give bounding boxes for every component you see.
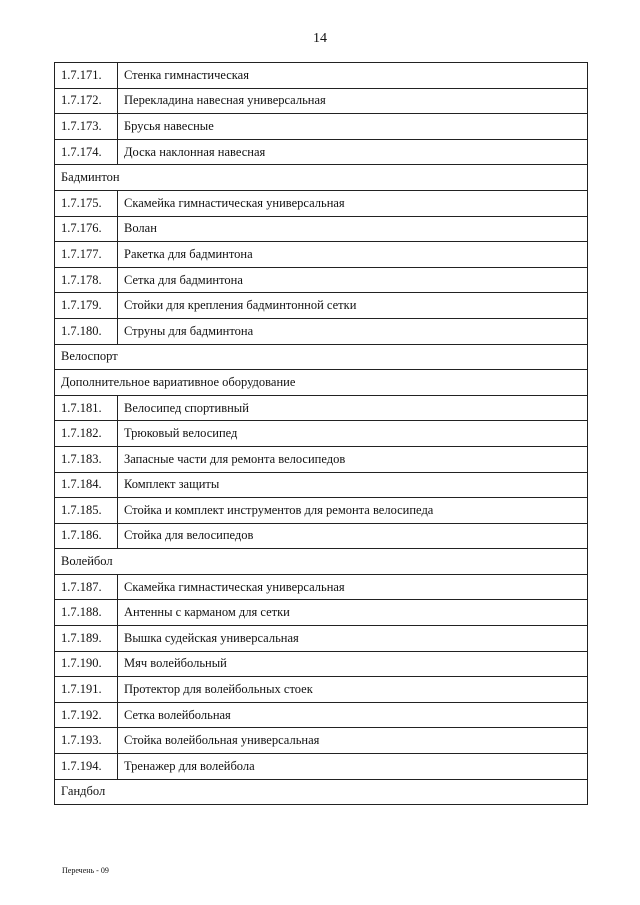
item-name: Комплект защиты	[118, 472, 588, 498]
item-name: Протектор для волейбольных стоек	[118, 677, 588, 703]
item-name: Доска наклонная навесная	[118, 139, 588, 165]
section-title: Дополнительное вариативное оборудование	[55, 370, 588, 396]
item-name: Волан	[118, 216, 588, 242]
item-name: Стойка для велосипедов	[118, 523, 588, 549]
item-number: 1.7.173.	[55, 114, 118, 140]
table-row	[55, 651, 588, 677]
item-name: Тренажер для волейбола	[118, 754, 588, 780]
table-row	[55, 318, 588, 344]
table-row	[55, 139, 588, 165]
table-row	[55, 267, 588, 293]
item-number: 1.7.177.	[55, 242, 118, 268]
item-number: 1.7.187.	[55, 574, 118, 600]
footer-note: Перечень - 09	[62, 866, 109, 875]
item-name: Стойка и комплект инструментов для ремонта велосипеда	[118, 498, 588, 524]
table-row	[55, 728, 588, 754]
item-number: 1.7.175.	[55, 190, 118, 216]
table-row	[55, 574, 588, 600]
item-name: Стойки для крепления бадминтонной сетки	[118, 293, 588, 319]
item-number: 1.7.171.	[55, 63, 118, 89]
item-name: Стенка гимнастическая	[118, 63, 588, 89]
item-number: 1.7.185.	[55, 498, 118, 524]
item-name: Трюковый велосипед	[118, 421, 588, 447]
table-row	[55, 677, 588, 703]
item-name: Брусья навесные	[118, 114, 588, 140]
item-number: 1.7.188.	[55, 600, 118, 626]
item-name: Антенны с карманом для сетки	[118, 600, 588, 626]
item-number: 1.7.172.	[55, 88, 118, 114]
page-number: 14	[313, 31, 327, 46]
item-number: 1.7.179.	[55, 293, 118, 319]
table-row	[55, 216, 588, 242]
table-row	[55, 114, 588, 140]
item-number: 1.7.192.	[55, 702, 118, 728]
table-row	[55, 293, 588, 319]
item-name: Скамейка гимнастическая универсальная	[118, 574, 588, 600]
table-row	[55, 190, 588, 216]
item-number: 1.7.182.	[55, 421, 118, 447]
table-row	[55, 523, 588, 549]
item-name: Перекладина навесная универсальная	[118, 88, 588, 114]
item-name: Сетка волейбольная	[118, 702, 588, 728]
section-header-row	[55, 549, 588, 575]
item-number: 1.7.194.	[55, 754, 118, 780]
table-row	[55, 421, 588, 447]
table-row	[55, 498, 588, 524]
table-row	[55, 472, 588, 498]
section-header-row	[55, 165, 588, 191]
table-row	[55, 63, 588, 89]
section-title: Гандбол	[55, 779, 588, 805]
table-row	[55, 600, 588, 626]
item-number: 1.7.184.	[55, 472, 118, 498]
item-name: Сетка для бадминтона	[118, 267, 588, 293]
item-name: Струны для бадминтона	[118, 318, 588, 344]
item-name: Ракетка для бадминтона	[118, 242, 588, 268]
equipment-table	[54, 62, 588, 805]
item-name: Стойка волейбольная универсальная	[118, 728, 588, 754]
table-body	[55, 63, 588, 805]
item-number: 1.7.176.	[55, 216, 118, 242]
item-number: 1.7.183.	[55, 446, 118, 472]
item-name: Вышка судейская универсальная	[118, 626, 588, 652]
item-number: 1.7.191.	[55, 677, 118, 703]
item-number: 1.7.174.	[55, 139, 118, 165]
table-row	[55, 754, 588, 780]
table-row	[55, 242, 588, 268]
item-number: 1.7.193.	[55, 728, 118, 754]
table-row	[55, 702, 588, 728]
section-header-row	[55, 779, 588, 805]
item-number: 1.7.189.	[55, 626, 118, 652]
item-name: Велосипед спортивный	[118, 395, 588, 421]
item-number: 1.7.181.	[55, 395, 118, 421]
section-header-row	[55, 370, 588, 396]
section-title: Велоспорт	[55, 344, 588, 370]
table-row	[55, 626, 588, 652]
item-name: Скамейка гимнастическая универсальная	[118, 190, 588, 216]
item-name: Запасные части для ремонта велосипедов	[118, 446, 588, 472]
table-row	[55, 395, 588, 421]
table-row	[55, 446, 588, 472]
item-number: 1.7.178.	[55, 267, 118, 293]
section-title: Волейбол	[55, 549, 588, 575]
item-name: Мяч волейбольный	[118, 651, 588, 677]
item-number: 1.7.180.	[55, 318, 118, 344]
section-title: Бадминтон	[55, 165, 588, 191]
section-header-row	[55, 344, 588, 370]
item-number: 1.7.190.	[55, 651, 118, 677]
item-number: 1.7.186.	[55, 523, 118, 549]
table-row	[55, 88, 588, 114]
